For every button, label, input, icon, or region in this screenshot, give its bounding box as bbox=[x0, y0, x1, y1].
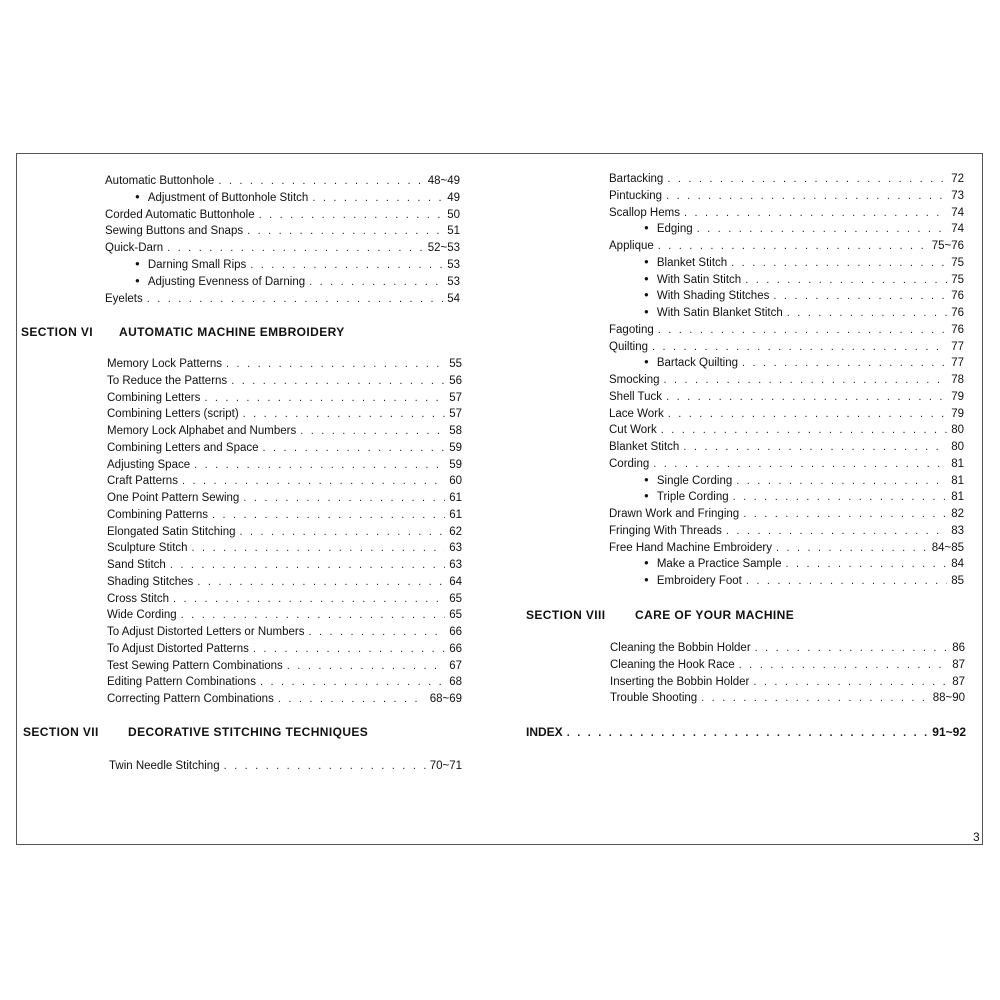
entry-page: 91~92 bbox=[932, 725, 966, 739]
leader-dots bbox=[701, 690, 929, 706]
entry-label-bulleted: ● Adjustment of Buttonhole Stitch bbox=[135, 190, 312, 207]
entry-label-bulleted: ● With Shading Stitches bbox=[644, 288, 773, 305]
entry-label: Pintucking bbox=[609, 189, 663, 202]
entry-page: 80 bbox=[951, 441, 964, 453]
entry-label: Sculpture Stitch bbox=[107, 542, 188, 555]
entry-label: Shell Tuck bbox=[609, 390, 663, 403]
leader-dots bbox=[243, 406, 446, 422]
entry-page: 50 bbox=[447, 208, 460, 221]
leader-dots bbox=[742, 355, 947, 371]
entry-page: 75 bbox=[951, 273, 964, 286]
section-number: SECTION VII bbox=[23, 725, 99, 739]
toc-entry[interactable] bbox=[107, 641, 462, 657]
entry-label: Combining Letters bbox=[107, 391, 201, 404]
toc-entry[interactable] bbox=[107, 557, 462, 573]
entry-page: 84~85 bbox=[931, 541, 964, 554]
entry-page: 52~53 bbox=[427, 242, 460, 255]
entry-label: Sewing Buttons and Snaps bbox=[105, 225, 244, 238]
entry-page: 81 bbox=[951, 474, 964, 487]
entry-page: 77 bbox=[951, 357, 964, 370]
leader-dots bbox=[278, 691, 426, 707]
entry-label-bulleted: ● Bartack Quilting bbox=[644, 355, 742, 372]
entry-label: Free Hand Machine Embroidery bbox=[609, 541, 772, 554]
leader-dots bbox=[664, 372, 948, 388]
leader-dots bbox=[731, 255, 947, 271]
toc-entry[interactable] bbox=[107, 423, 462, 439]
entry-label: To Adjust Distorted Patterns bbox=[107, 642, 249, 655]
toc-entry[interactable] bbox=[105, 223, 460, 239]
toc-entry[interactable] bbox=[107, 674, 462, 690]
entry-label: Elongated Satin Stitching bbox=[107, 525, 236, 538]
toc-entry[interactable] bbox=[107, 524, 462, 540]
toc-entry[interactable] bbox=[107, 490, 462, 506]
entry-label: Shading Stitches bbox=[107, 575, 194, 588]
entry-label: Cleaning the Hook Race bbox=[610, 658, 735, 671]
entry-label: Automatic Buttonhole bbox=[105, 175, 215, 187]
toc-entry[interactable] bbox=[107, 624, 462, 640]
entry-page: 76 bbox=[951, 323, 964, 336]
entry-page: 66 bbox=[449, 626, 462, 638]
toc-entry[interactable] bbox=[609, 456, 964, 472]
entry-page: 65 bbox=[449, 609, 462, 622]
entry-page: 75 bbox=[951, 256, 964, 269]
entry-page: 74 bbox=[951, 223, 964, 236]
entry-page: 77 bbox=[951, 340, 964, 353]
leader-dots bbox=[287, 658, 445, 674]
leader-dots bbox=[224, 758, 426, 774]
leader-dots bbox=[263, 440, 446, 456]
toc-entry[interactable] bbox=[644, 489, 964, 505]
leader-dots bbox=[666, 389, 947, 405]
leader-dots bbox=[736, 473, 947, 489]
entry-page: 86 bbox=[952, 642, 965, 654]
section-title: AUTOMATIC MACHINE EMBROIDERY bbox=[119, 325, 345, 339]
entry-page: 79 bbox=[951, 407, 964, 420]
toc-entry[interactable] bbox=[609, 171, 964, 187]
entry-page: 80 bbox=[951, 424, 964, 437]
entry-label: Craft Patterns bbox=[107, 475, 178, 488]
entry-page: 70~71 bbox=[429, 760, 462, 772]
entry-page: 57 bbox=[449, 408, 462, 421]
toc-entry[interactable] bbox=[609, 389, 964, 405]
entry-label-bulleted: ● Make a Practice Sample bbox=[644, 556, 785, 573]
entry-page: 73 bbox=[951, 189, 964, 202]
leader-dots bbox=[785, 556, 947, 572]
toc-entry[interactable] bbox=[107, 591, 462, 607]
leader-dots bbox=[173, 591, 445, 607]
leader-dots bbox=[661, 422, 947, 438]
toc-entry[interactable] bbox=[610, 657, 965, 673]
leader-dots bbox=[194, 457, 445, 473]
entry-page: 72 bbox=[951, 173, 964, 185]
entry-page: 61 bbox=[449, 492, 462, 504]
leader-dots bbox=[147, 291, 443, 307]
entry-label: Bartacking bbox=[609, 173, 664, 185]
entry-page: 68~69 bbox=[429, 693, 462, 705]
entry-page: 62 bbox=[449, 525, 462, 538]
entry-label: Memory Lock Patterns bbox=[107, 358, 223, 370]
index-entry[interactable] bbox=[526, 724, 966, 740]
entry-page: 51 bbox=[447, 225, 460, 238]
leader-dots bbox=[192, 540, 446, 556]
entry-label-bulleted: ● Single Cording bbox=[644, 473, 736, 490]
entry-label: Combining Patterns bbox=[107, 508, 208, 521]
entry-page: 76 bbox=[951, 307, 964, 319]
section-vii-heading bbox=[23, 725, 369, 739]
entry-page: 59 bbox=[449, 458, 462, 471]
entry-page: 59 bbox=[449, 441, 462, 454]
entry-label: Inserting the Bobbin Holder bbox=[610, 675, 750, 688]
leader-dots bbox=[653, 456, 947, 472]
entry-label: Corded Automatic Buttonhole bbox=[105, 208, 255, 221]
leader-dots bbox=[243, 490, 445, 506]
leader-dots bbox=[231, 373, 445, 389]
entry-page: 48~49 bbox=[427, 175, 460, 187]
entry-label-bulleted: ● Darning Small Rips bbox=[135, 257, 250, 274]
toc-entry[interactable] bbox=[107, 440, 462, 456]
toc-entry[interactable] bbox=[644, 288, 964, 304]
entry-page: 81 bbox=[951, 457, 964, 470]
toc-entry[interactable] bbox=[135, 274, 460, 290]
entry-label: INDEX bbox=[526, 725, 563, 739]
entry-page: 76 bbox=[951, 290, 964, 303]
entry-label: Drawn Work and Fringing bbox=[609, 508, 740, 520]
toc-entry[interactable] bbox=[135, 257, 460, 273]
toc-entry[interactable] bbox=[644, 556, 964, 572]
entry-page: 53 bbox=[447, 275, 460, 288]
entry-label-bulleted: ● Embroidery Foot bbox=[644, 573, 746, 590]
leader-dots bbox=[668, 406, 947, 422]
entry-label: Editing Pattern Combinations bbox=[107, 676, 256, 689]
leader-dots bbox=[181, 607, 446, 623]
section-number: SECTION VIII bbox=[526, 608, 606, 622]
toc-entry[interactable] bbox=[610, 690, 965, 706]
section-vi-heading bbox=[21, 325, 345, 339]
entry-page: 79 bbox=[951, 390, 964, 403]
entry-page: 65 bbox=[449, 592, 462, 605]
entry-label-bulleted: ● With Satin Stitch bbox=[644, 272, 745, 289]
toc-entry[interactable] bbox=[644, 305, 964, 321]
toc-entry[interactable] bbox=[609, 422, 964, 438]
toc-entry[interactable] bbox=[105, 240, 460, 256]
leader-dots bbox=[212, 507, 445, 523]
entry-label: Scallop Hems bbox=[609, 206, 680, 219]
entry-page: 55 bbox=[449, 358, 462, 370]
entry-label: Test Sewing Pattern Combinations bbox=[107, 659, 283, 672]
entry-label: Fagoting bbox=[609, 323, 654, 336]
leader-dots bbox=[247, 223, 443, 239]
entry-page: 49 bbox=[447, 191, 460, 204]
leader-dots bbox=[746, 573, 947, 589]
toc-entry[interactable] bbox=[609, 205, 964, 221]
toc-entry[interactable] bbox=[609, 339, 964, 355]
toc-entry[interactable] bbox=[107, 574, 462, 590]
entry-label: Memory Lock Alphabet and Numbers bbox=[107, 425, 297, 437]
entry-page: 60 bbox=[449, 475, 462, 488]
leader-dots bbox=[312, 190, 443, 206]
entry-label: Trouble Shooting bbox=[610, 692, 698, 705]
toc-entry[interactable] bbox=[105, 291, 460, 307]
entry-label: To Reduce the Patterns bbox=[107, 374, 228, 387]
leader-dots bbox=[567, 725, 929, 741]
entry-label: One Point Pattern Sewing bbox=[107, 492, 240, 504]
entry-label: To Adjust Distorted Letters or Numbers bbox=[107, 626, 305, 638]
toc-entry[interactable] bbox=[644, 573, 964, 589]
toc-entry[interactable] bbox=[109, 758, 462, 774]
toc-entry[interactable] bbox=[644, 221, 964, 237]
entry-page: 75~76 bbox=[931, 240, 964, 252]
leader-dots bbox=[753, 674, 948, 690]
toc-entry[interactable] bbox=[107, 691, 462, 707]
entry-label: Adjusting Space bbox=[107, 458, 191, 471]
leader-dots bbox=[253, 641, 445, 657]
leader-dots bbox=[666, 188, 947, 204]
entry-page: 64 bbox=[449, 575, 462, 588]
entry-page: 63 bbox=[449, 542, 462, 555]
toc-entry[interactable] bbox=[105, 207, 460, 223]
entry-label: Correcting Pattern Combinations bbox=[107, 693, 274, 705]
entry-label: Quick-Darn bbox=[105, 242, 164, 255]
entry-label-bulleted: ● Adjusting Evenness of Darning bbox=[135, 274, 309, 291]
entry-label: Cleaning the Bobbin Holder bbox=[610, 642, 751, 654]
entry-label: Sand Stitch bbox=[107, 559, 166, 571]
toc-entry[interactable] bbox=[609, 523, 964, 539]
leader-dots bbox=[773, 288, 947, 304]
entry-page: 66 bbox=[449, 642, 462, 655]
leader-dots bbox=[684, 205, 947, 221]
leader-dots bbox=[667, 171, 947, 187]
leader-dots bbox=[218, 173, 423, 189]
entry-page: 81 bbox=[951, 491, 964, 504]
entry-label-bulleted: ● Edging bbox=[644, 221, 697, 238]
leader-dots bbox=[697, 221, 948, 237]
entry-label-bulleted: ● With Satin Blanket Stitch bbox=[644, 305, 787, 322]
toc-entry[interactable] bbox=[107, 390, 462, 406]
section-title: DECORATIVE STITCHING TECHNIQUES bbox=[128, 725, 369, 739]
toc-entry[interactable] bbox=[609, 540, 964, 556]
entry-page: 74 bbox=[951, 206, 964, 219]
entry-label: Cording bbox=[609, 457, 650, 470]
toc-entry[interactable] bbox=[644, 255, 964, 271]
leader-dots bbox=[170, 557, 445, 573]
leader-dots bbox=[743, 506, 947, 522]
entry-page: 53 bbox=[447, 259, 460, 271]
entry-page: 68 bbox=[449, 676, 462, 689]
entry-page: 57 bbox=[449, 391, 462, 404]
section-number: SECTION VI bbox=[21, 325, 94, 339]
entry-page: 54 bbox=[447, 292, 460, 305]
leader-dots bbox=[683, 439, 947, 455]
leader-dots bbox=[182, 473, 445, 489]
leader-dots bbox=[755, 640, 949, 656]
leader-dots bbox=[226, 356, 445, 372]
leader-dots bbox=[167, 240, 424, 256]
entry-label: Applique bbox=[609, 240, 654, 252]
entry-page: 63 bbox=[449, 559, 462, 571]
leader-dots bbox=[204, 390, 445, 406]
entry-page: 67 bbox=[449, 659, 462, 672]
entry-page: 83 bbox=[951, 524, 964, 537]
entry-label: Cut Work bbox=[609, 424, 657, 437]
leader-dots bbox=[309, 624, 446, 640]
entry-page: 61 bbox=[449, 508, 462, 521]
leader-dots bbox=[197, 574, 445, 590]
entry-label-bulleted: ● Triple Cording bbox=[644, 489, 733, 506]
toc-entry[interactable] bbox=[609, 439, 964, 455]
entry-label: Quilting bbox=[609, 340, 648, 353]
entry-label: Combining Letters and Space bbox=[107, 441, 259, 454]
leader-dots bbox=[260, 674, 445, 690]
toc-entry[interactable] bbox=[644, 355, 964, 371]
entry-label: Smocking bbox=[609, 374, 660, 386]
page-number: 3 bbox=[973, 830, 980, 844]
toc-entry[interactable] bbox=[609, 238, 964, 254]
leader-dots bbox=[658, 322, 947, 338]
leader-dots bbox=[726, 523, 947, 539]
toc-entry[interactable] bbox=[610, 640, 965, 656]
toc-entry[interactable] bbox=[107, 507, 462, 523]
leader-dots bbox=[300, 423, 445, 439]
toc-entry[interactable] bbox=[644, 272, 964, 288]
toc-entry[interactable] bbox=[107, 356, 462, 372]
leader-dots bbox=[658, 238, 928, 254]
entry-page: 85 bbox=[951, 575, 964, 587]
entry-page: 84 bbox=[951, 558, 964, 571]
entry-label: Fringing With Threads bbox=[609, 524, 722, 537]
toc-entry[interactable] bbox=[609, 406, 964, 422]
toc-entry[interactable] bbox=[107, 658, 462, 674]
entry-label: Eyelets bbox=[105, 292, 143, 305]
toc-entry[interactable] bbox=[609, 322, 964, 338]
leader-dots bbox=[240, 524, 446, 540]
leader-dots bbox=[250, 257, 443, 273]
leader-dots bbox=[652, 339, 947, 355]
leader-dots bbox=[309, 274, 443, 290]
entry-label: Blanket Stitch bbox=[609, 441, 680, 453]
toc-entry[interactable] bbox=[609, 372, 964, 388]
entry-label: Combining Letters (script) bbox=[107, 408, 239, 421]
entry-page: 56 bbox=[449, 374, 462, 387]
toc-entry[interactable] bbox=[105, 173, 460, 189]
entry-label: Cross Stitch bbox=[107, 592, 169, 605]
entry-page: 88~90 bbox=[932, 692, 965, 705]
toc-entry[interactable] bbox=[609, 188, 964, 204]
toc-entry[interactable] bbox=[135, 190, 460, 206]
entry-page: 82 bbox=[951, 508, 964, 520]
toc-entry[interactable] bbox=[107, 540, 462, 556]
entry-page: 58 bbox=[449, 425, 462, 437]
toc-entry[interactable] bbox=[107, 406, 462, 422]
toc-entry[interactable] bbox=[107, 457, 462, 473]
entry-label: Wide Cording bbox=[107, 609, 177, 622]
leader-dots bbox=[259, 207, 444, 223]
entry-page: 87 bbox=[952, 675, 965, 688]
leader-dots bbox=[776, 540, 928, 556]
leader-dots bbox=[733, 489, 948, 505]
entry-page: 87 bbox=[952, 658, 965, 671]
section-viii-heading bbox=[526, 608, 795, 622]
section-title: CARE OF YOUR MACHINE bbox=[635, 608, 795, 622]
toc-entry[interactable] bbox=[644, 473, 964, 489]
toc-entry[interactable] bbox=[107, 607, 462, 623]
leader-dots bbox=[739, 657, 949, 673]
toc-entry[interactable] bbox=[107, 373, 462, 389]
entry-label: Twin Needle Stitching bbox=[109, 760, 220, 772]
entry-label: Lace Work bbox=[609, 407, 664, 420]
toc-entry[interactable] bbox=[609, 506, 964, 522]
entry-page: 78 bbox=[951, 374, 964, 386]
toc-entry[interactable] bbox=[610, 674, 965, 690]
entry-label-bulleted: ● Blanket Stitch bbox=[644, 255, 731, 272]
leader-dots bbox=[745, 272, 947, 288]
toc-entry[interactable] bbox=[107, 473, 462, 489]
leader-dots bbox=[787, 305, 947, 321]
